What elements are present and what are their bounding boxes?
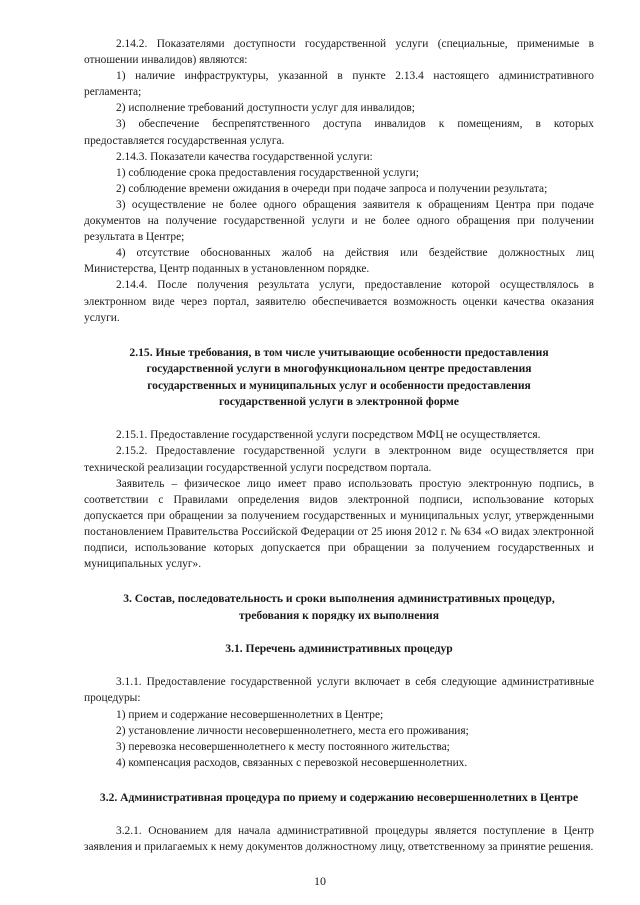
spacer — [84, 572, 594, 591]
list-item: 2) соблюдение времени ожидания в очереди при подаче запроса и получении результата; — [116, 182, 548, 195]
list-item: 3) осуществление не более одного обращения заявителя к обращениям Центра при подаче документов на получение государственной услуги и не более одного обращения при получении результата в Центре; — [84, 198, 594, 244]
heading-3-1: 3.1. Перечень административных процедур — [225, 641, 453, 655]
heading-3: 3. Состав, последовательность и сроки выполнения административных процедур, требования к порядку их выполнения — [123, 592, 555, 622]
paragraph-2-14-3: 2.14.3. Показатели качества государственной услуги: — [116, 150, 373, 163]
list-item: 2) исполнение требований доступности услуг для инвалидов; — [116, 102, 415, 115]
list-item: 2) установление личности несовершеннолетнего, места его проживания; — [116, 724, 469, 737]
list-item: 1) соблюдение срока предоставления государственной услуги; — [116, 166, 419, 179]
document-page — [84, 36, 594, 856]
list-item: 1) наличие инфраструктуры, указанной в пункте 2.13.4 настоящего административного регламента; — [84, 70, 594, 99]
paragraph-3-1-1: 3.1.1. Предоставление государственной услуги включает в себя следующие административные процедуры: — [84, 676, 594, 705]
heading-3-wrap — [84, 591, 594, 624]
spacer — [84, 657, 594, 674]
heading-3-2: 3.2. Административная процедура по приему и содержанию несовершеннолетних в Центре — [99, 790, 579, 804]
spacer — [84, 771, 594, 790]
paragraph-2-15-2: 2.15.2. Предоставление государственной услуги в электронном виде осуществляется при технической реализации государственной услуги посредством портала. — [84, 445, 594, 474]
page-number: 10 — [314, 874, 326, 888]
list-item: 1) прием и содержание несовершеннолетних в Центре; — [116, 708, 384, 721]
paragraph-3-2-1: 3.2.1. Основанием для начала административной процедуры является поступление в Центр заявления и прилагаемых к нему документов должностному лицу, ответственному за принятие решения. — [84, 825, 594, 854]
heading-3-2-wrap — [84, 790, 594, 806]
paragraph-2-14-4: 2.14.4. После получения результата услуги, предоставление которой осуществлялось в электронном виде через портал, заявителю обеспечивается возможность оценки качества оказания услуги. — [84, 279, 594, 324]
spacer — [84, 624, 594, 641]
heading-2-15: 2.15. Иные требования, в том числе учитывающие особенности предоставления государственной услуги в многофункциональном центре предоставления государственных и муниципальных услуг и особенности предоставления государственной услуги в электронной форме — [129, 345, 549, 408]
paragraph-2-14-2: 2.14.2. Показателями доступности государственной услуги (специальные, применимые в отношении инвалидов) являются: — [84, 38, 594, 67]
paragraph-signature-rules: Заявитель – физическое лицо имеет право использовать простую электронную подпись, в соответствии с Правилами определения видов электронной подписи, использование которых допускается при обращении за получением государственных и муниципальных услуг, утвержденными постановлением Правительства Российской Федерации от 25 июня 2012 г. № 634 «О видах электронной подписи, использование которых допускается при обращении за получением государственных и муниципальных услуг». — [84, 477, 594, 571]
spacer — [84, 326, 594, 345]
spacer — [84, 806, 594, 823]
list-item: 3) перевозка несовершеннолетнего к месту постоянного жительства; — [116, 740, 450, 753]
list-item: 4) отсутствие обоснованных жалоб на действия или бездействие должностных лиц Министерства, Центр поданных в установленном порядке. — [84, 247, 594, 276]
spacer — [84, 410, 594, 427]
paragraph-2-15-1: 2.15.1. Предоставление государственной услуги посредством МФЦ не осуществляется. — [116, 429, 541, 442]
list-item: 3) обеспечение беспрепятственного доступа инвалидов к помещениям, в которых предоставляется государственная услуга. — [84, 118, 594, 147]
heading-2-15-wrap — [84, 345, 594, 411]
list-item: 4) компенсация расходов, связанных с перевозкой несовершеннолетних. — [116, 756, 468, 769]
